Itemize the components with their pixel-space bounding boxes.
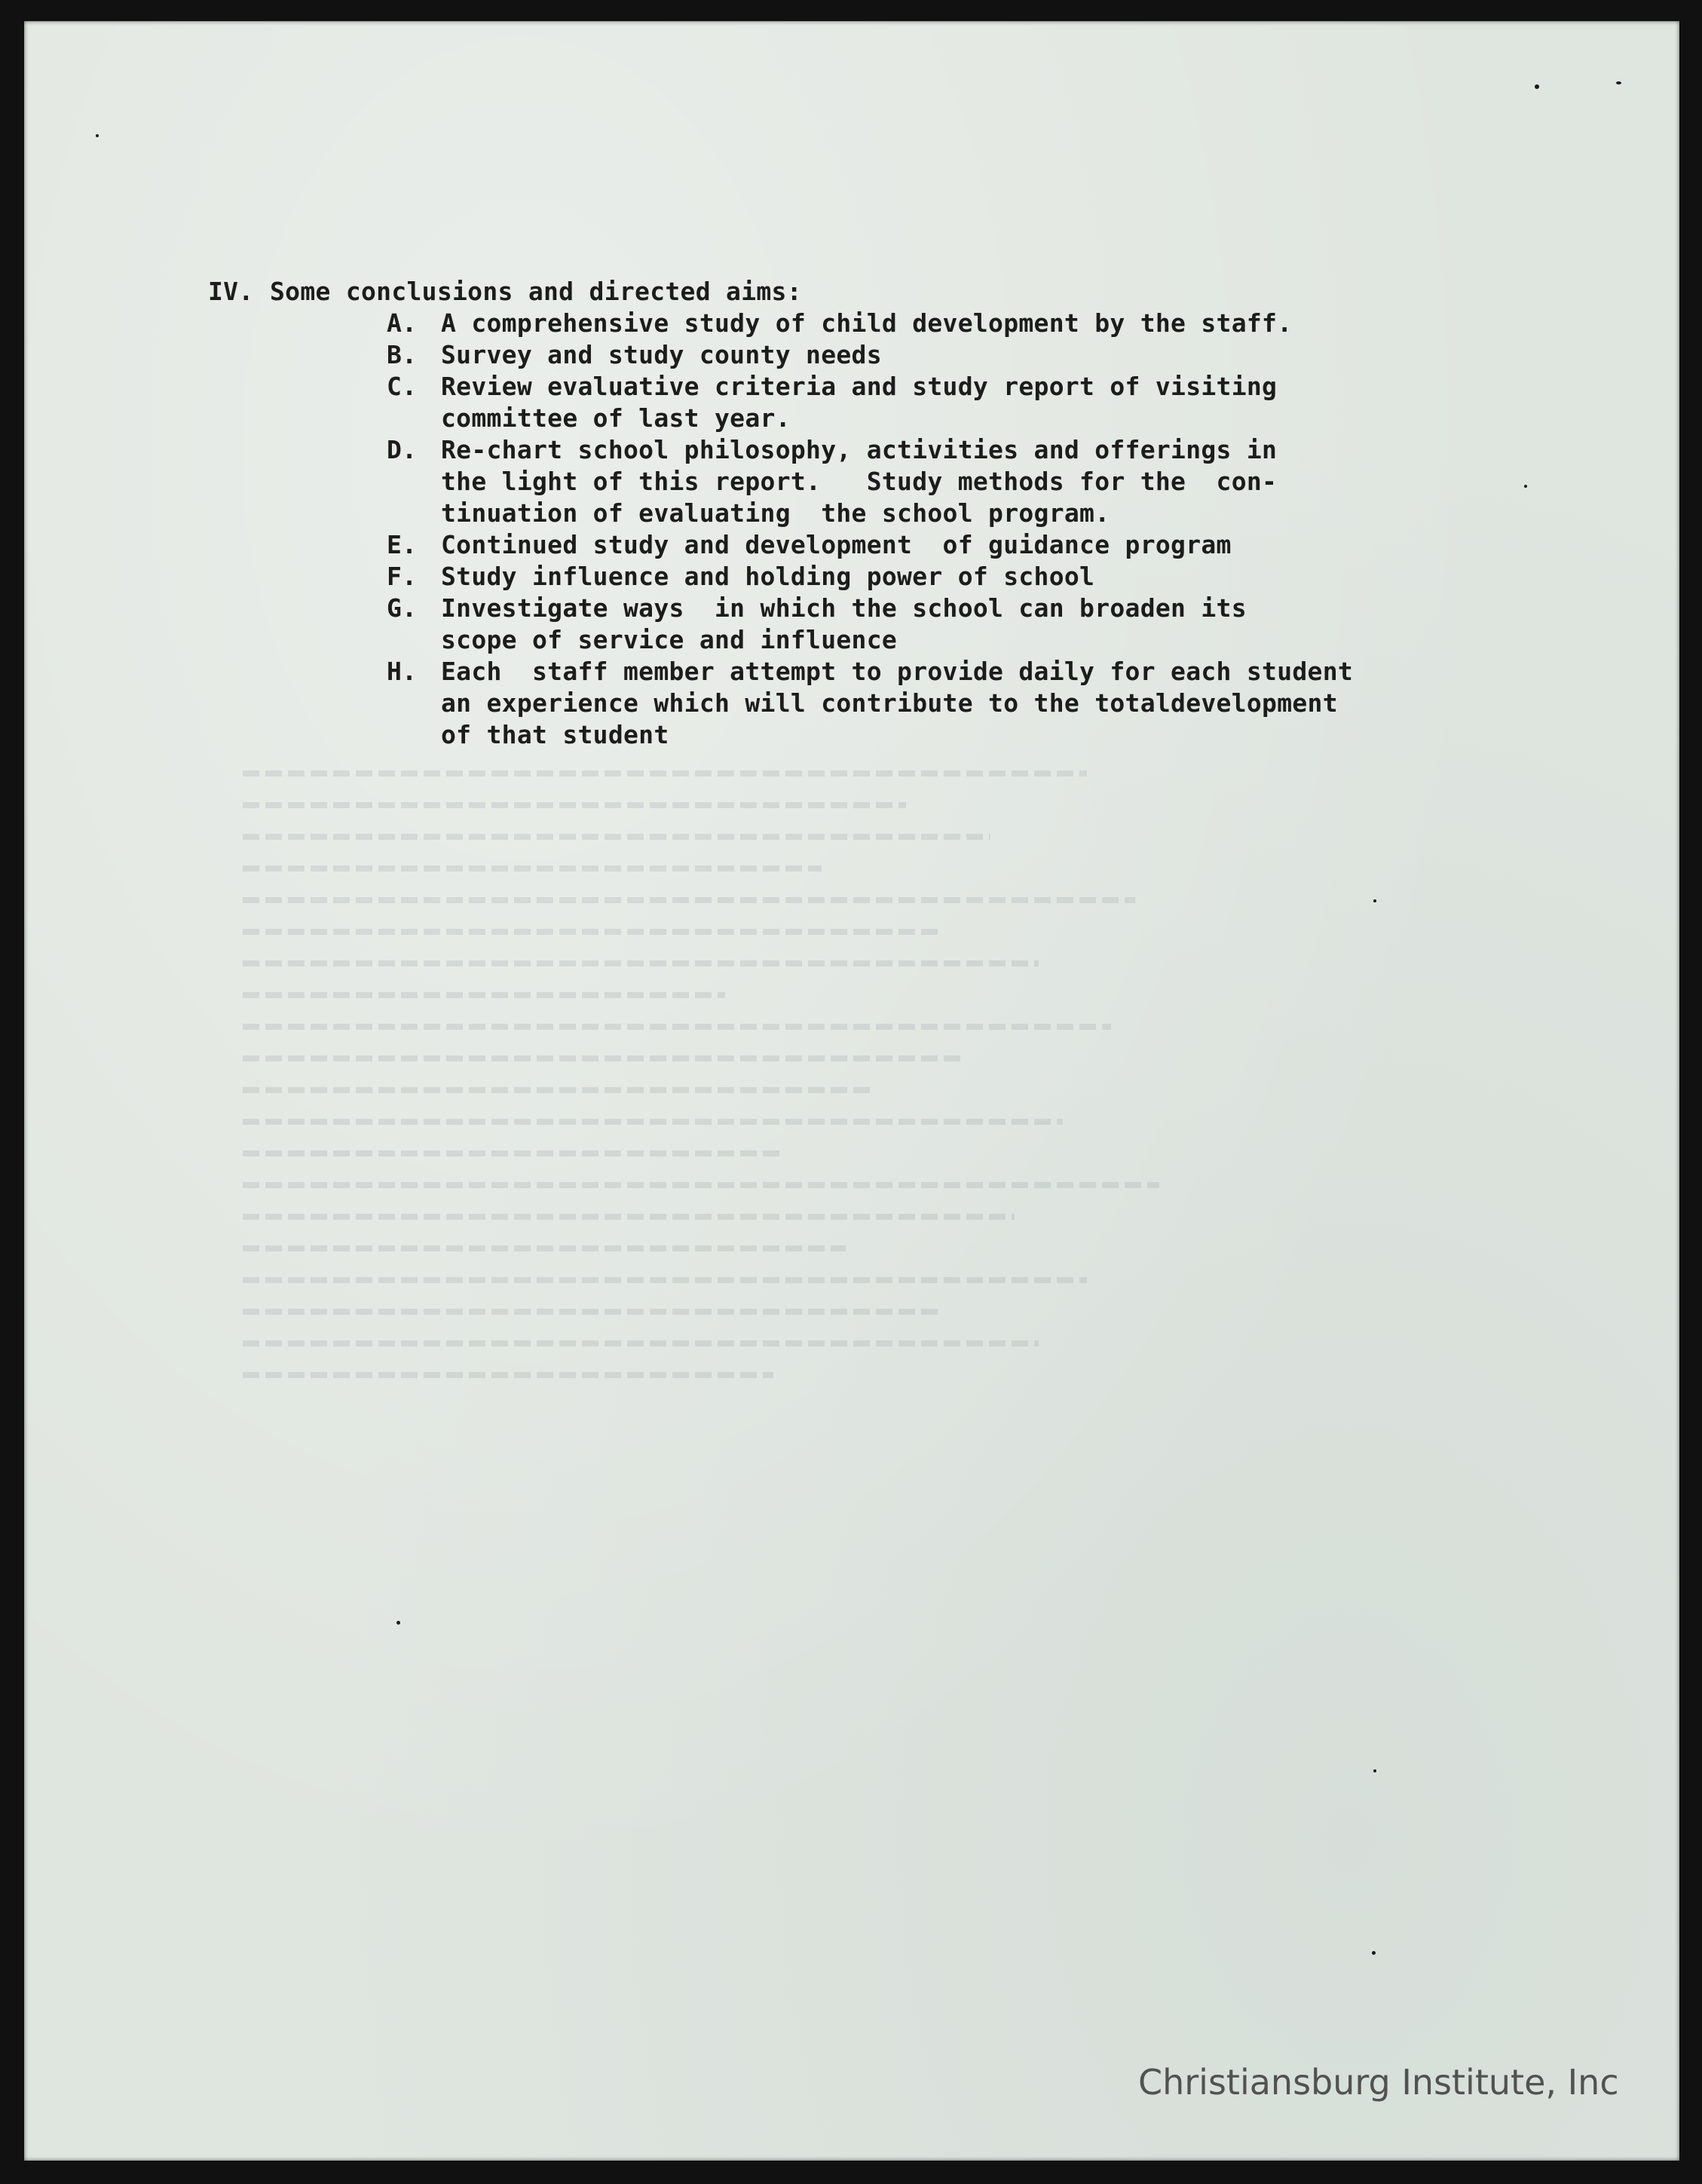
aim-letter: F. <box>387 562 418 591</box>
aim-line: tinuation of evaluating the school program. <box>441 498 1110 528</box>
aim-letter: E. <box>387 530 418 559</box>
aims-list <box>387 308 1451 751</box>
aim-line: scope of service and influence <box>441 625 898 654</box>
conclusions-section <box>208 276 1451 751</box>
paper-speck <box>1524 485 1527 488</box>
aim-item-d <box>387 434 1451 529</box>
aim-line: the light of this report. Study methods for the con- <box>441 467 1278 496</box>
aim-letter: G. <box>387 593 418 623</box>
aim-text <box>441 308 1451 339</box>
paper-speck <box>1373 1769 1376 1772</box>
aim-line: of that student <box>441 720 669 749</box>
aim-text <box>441 371 1451 434</box>
paper-speck <box>96 134 99 137</box>
aim-text <box>441 529 1451 561</box>
aim-letter: C. <box>387 372 418 401</box>
section-number: IV. <box>208 277 254 306</box>
aim-item-a <box>387 308 1451 339</box>
aim-line: Continued study and development of guidance program <box>441 530 1232 559</box>
section-title: Some conclusions and directed aims: <box>270 277 802 306</box>
aim-item-e <box>387 529 1451 561</box>
aim-line: Review evaluative criteria and study report of visiting <box>441 372 1278 401</box>
paper-speck <box>396 1621 400 1625</box>
bleed-through-text <box>243 745 1449 2042</box>
aim-item-c <box>387 371 1451 434</box>
aim-letter: D. <box>387 435 418 464</box>
section-heading <box>208 276 1451 308</box>
aim-letter: A. <box>387 308 418 338</box>
aim-text <box>441 593 1451 656</box>
aim-item-g <box>387 593 1451 656</box>
aim-line: Study influence and holding power of school <box>441 562 1095 591</box>
paper-speck <box>1535 84 1539 89</box>
aim-item-h <box>387 656 1451 751</box>
aim-line: Investigate ways in which the school can broaden its <box>441 593 1247 623</box>
aim-line: Each staff member attempt to provide daily for each student <box>441 657 1354 686</box>
aim-text <box>441 561 1451 593</box>
aim-item-b <box>387 339 1451 371</box>
paper-speck <box>1616 81 1621 84</box>
aim-item-f <box>387 561 1451 593</box>
aim-letter: B. <box>387 340 418 369</box>
aim-letter: H. <box>387 657 418 686</box>
aim-line: A comprehensive study of child development by the staff. <box>441 308 1293 338</box>
document-page <box>24 21 1679 2161</box>
aim-line: committee of last year. <box>441 403 791 433</box>
aim-line: Survey and study county needs <box>441 340 882 369</box>
watermark: Christiansburg Institute, Inc <box>1138 2062 1619 2103</box>
paper-speck <box>1372 1951 1376 1955</box>
aim-line: an experience which will contribute to the totaldevelopment <box>441 688 1338 718</box>
aim-text <box>441 434 1451 529</box>
aim-text <box>441 656 1451 751</box>
aim-line: Re-chart school philosophy, activities and offerings in <box>441 435 1278 464</box>
paper-speck <box>1373 899 1376 902</box>
aim-text <box>441 339 1451 371</box>
